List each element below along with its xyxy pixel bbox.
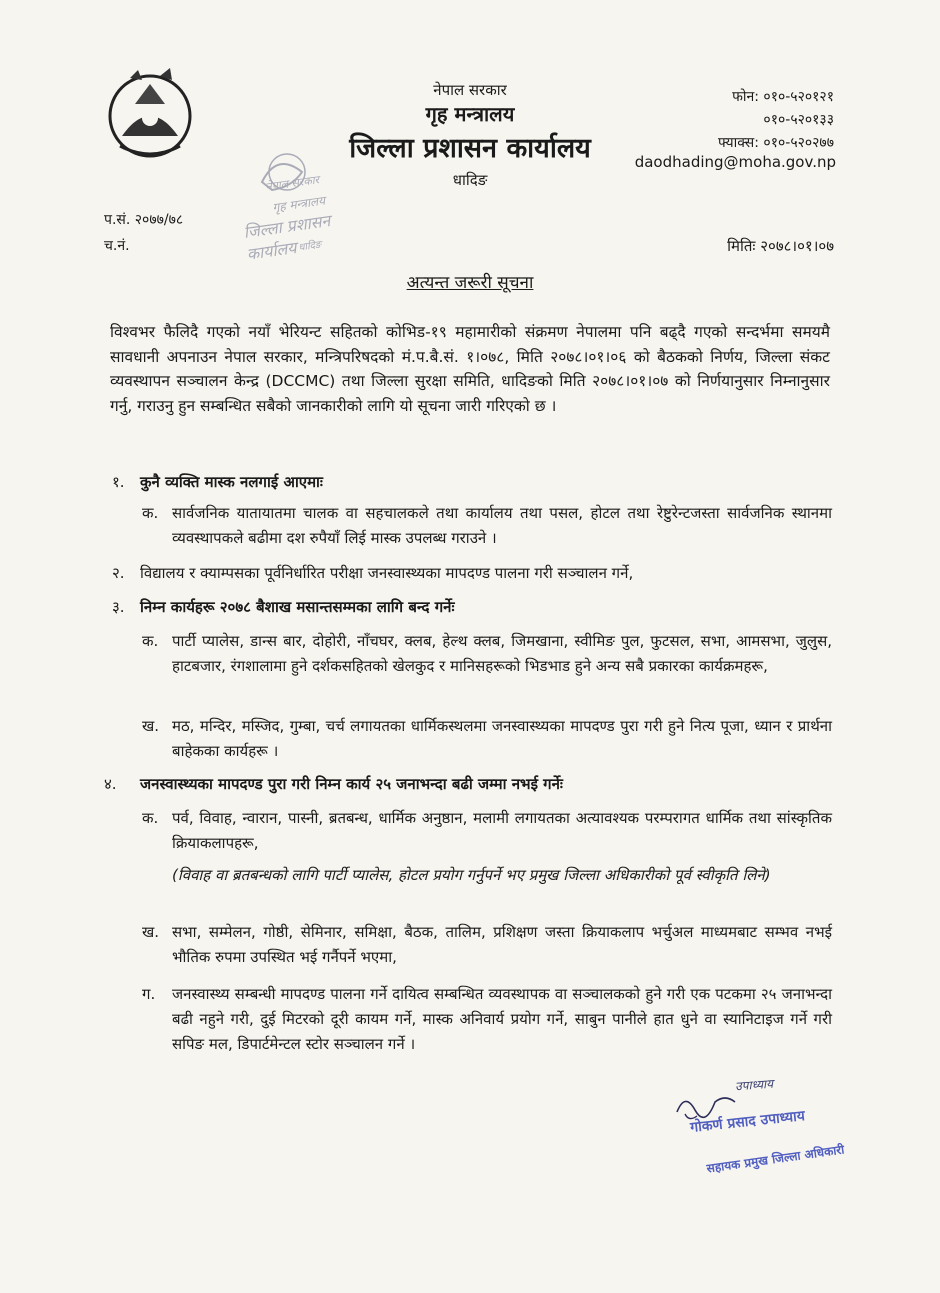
section-4-title: जनस्वास्थ्यका मापदण्ड पुरा गरी निम्न कार्य २५ जनाभन्दा बढी जम्मा नभई गर्नेः (140, 775, 563, 793)
dispatch-number: च.नं. (104, 238, 130, 254)
signatory-designation: सहायक प्रमुख जिल्ला अधिकारी (705, 1142, 846, 1176)
signatory-name: गोकर्ण प्रसाद उपाध्याय (689, 1108, 806, 1136)
section-4-item-a: पर्व, विवाह, न्वारान, पास्नी, ब्रतबन्ध, धार्मिक अनुष्ठान, मलामी लगायतका अत्यावश्यक परम्परागत धार्मिक तथा सांस्कृतिक क्रियाकलापहरू, (172, 809, 832, 852)
section-1-title: कुनै व्यक्ति मास्क नलगाई आएमाः (140, 473, 323, 491)
section-4-item-a-note: (विवाह वा ब्रतबन्धको लागि पार्टी प्यालेस, होटल प्रयोग गर्नुपर्ने भए प्रमुख जिल्ला अधिकारीको पूर्व स्वीकृति लिने) (172, 866, 771, 884)
section-4-item-b: सभा, सम्मेलन, गोष्ठी, सेमिनार, समिक्षा, बैठक, तालिम, प्रशिक्षण जस्ता क्रियाकलाप भर्चुअल माध्यमबाट सम्भव नभई भौतिक रुपमा उपस्थित भई गर्नैपर्ने भएमा, (172, 923, 832, 966)
section-1-item-a: सार्वजनिक यातायातमा चालक वा सहचालकले तथा कार्यालय तथा पसल, होटल तथा रेष्टुरेन्टजस्ता सार्वजनिक स्थानमा व्यवस्थापकले बढीमा दश रुपैयाँ लिई मास्क उपलब्ध गराउने । (172, 504, 832, 547)
section-3-title: निम्न कार्यहरू २०७८ बैशाख मसान्तसम्मका लागि बन्द गर्नेः (140, 598, 455, 616)
notice-date: मितिः २०७८।०१।०७ (727, 237, 834, 255)
section-3-item-a-label: क. (142, 632, 159, 650)
section-3-number: ३. (112, 598, 125, 616)
office-name: जिल्ला प्रशासन कार्यालय (349, 133, 591, 164)
section-4-item-b-label: ख. (142, 923, 160, 941)
notice-title: अत्यन्त जरूरी सूचना (406, 273, 534, 293)
section-3-item-b: मठ, मन्दिर, मस्जिद, गुम्बा, चर्च लगायतका धार्मिकस्थलमा जनस्वास्थ्यका मापदण्ड पुरा गरी हुने नित्य पूजा, ध्यान र प्रार्थना बाहेकका कार्यहरू । (172, 717, 832, 760)
email-address: daodhading@moha.gov.np (634, 153, 836, 171)
reference-number: प.सं. २०७७/७८ (104, 212, 184, 228)
section-2-title: विद्यालय र क्याम्पसका पूर्वनिर्धारित परीक्षा जनस्वास्थ्यका मापदण्ड पालना गरी सञ्चालन गर्ने, (140, 564, 634, 582)
section-4-item-a-label: क. (142, 809, 159, 827)
section-3-item-b-label: ख. (142, 717, 160, 735)
section-1-item-a-label: क. (142, 504, 159, 522)
nepal-emblem-icon (100, 66, 200, 162)
fax-number: फ्याक्स: ०१०-५२०२७७ (717, 135, 834, 151)
section-2-number: २. (112, 564, 125, 582)
phone-number-2: ०१०-५२०१३३ (763, 112, 834, 128)
stamp-line-4: धादिङ (297, 239, 323, 254)
government-name: नेपाल सरकार (433, 81, 507, 99)
section-1-number: १. (112, 473, 125, 491)
section-4-item-c-label: ग. (142, 985, 156, 1003)
signature-scrawl: उपाध्याय (734, 1076, 774, 1094)
office-stamp (232, 142, 382, 264)
section-4-item-c: जनस्वास्थ्य सम्बन्धी मापदण्ड पालना गर्ने दायित्व सम्बन्धित व्यवस्थापक वा सञ्चालकको हुने गरी एक पटकमा २५ जनाभन्दा बढी नहुने गरी, दुई मिटरको दूरी कायम गर्ने, मास्क अनिवार्य प्रयोग गर्ने, साबुन पानीले हात धुने वा स्यानिटाइज गर्ने गरी सपिङ मल, डिपार्टमेन्टल स्टोर सञ्चालन गर्ने । (172, 985, 832, 1053)
section-4-number: ४. (104, 775, 117, 793)
intro-paragraph: विश्वभर फैलिदै गएको नयाँ भेरियन्ट सहितको कोभिड-१९ महामारीको संक्रमण नेपालमा पनि बढ्दै गएको सन्दर्भमा समयमै सावधानी अपनाउन नेपाल सरकार, मन्त्रिपरिषदको मं.प.बै.सं. १।०७८, मिति २०७८।०१।०६ को बैठकको निर्णय, जिल्ला संकट व्यवस्थापन सञ्चालन केन्द्र (DCCMC) तथा जिल्ला सुरक्षा समिति, धादिङको मिति २०७८।०१।०७ को निर्णयानुसार निम्नानुसार गर्नु, गराउनु हुन सम्बन्धित सबैको जानकारीको लागि यो सूचना जारी गरिएको छ । (110, 323, 830, 415)
stamp-line-2: गृह मन्त्रालय (271, 193, 326, 215)
phone-number: फोन: ०१०-५२०१२१ (732, 89, 834, 105)
stamp-line-3: जिल्ला प्रशासन कार्यालय (242, 211, 332, 264)
district-name: धादिङ (452, 171, 488, 189)
section-3-item-a: पार्टी प्यालेस, डान्स बार, दोहोरी, नाँचघर, क्लब, हेल्थ क्लब, जिमखाना, स्वीमिङ पुल, फुटसल, सभा, आमसभा, जुलुस, हाटबजार, रंगशालामा हुने दर्शकसहितको खेलकुद र मानिसहरूको भिडभाड हुने अन्य सबै प्रकारका कार्यक्रमहरू, (172, 632, 832, 675)
ministry-name: गृह मन्त्रालय (425, 102, 515, 126)
stamp-line-1: नेपाल सरकार (264, 173, 320, 194)
